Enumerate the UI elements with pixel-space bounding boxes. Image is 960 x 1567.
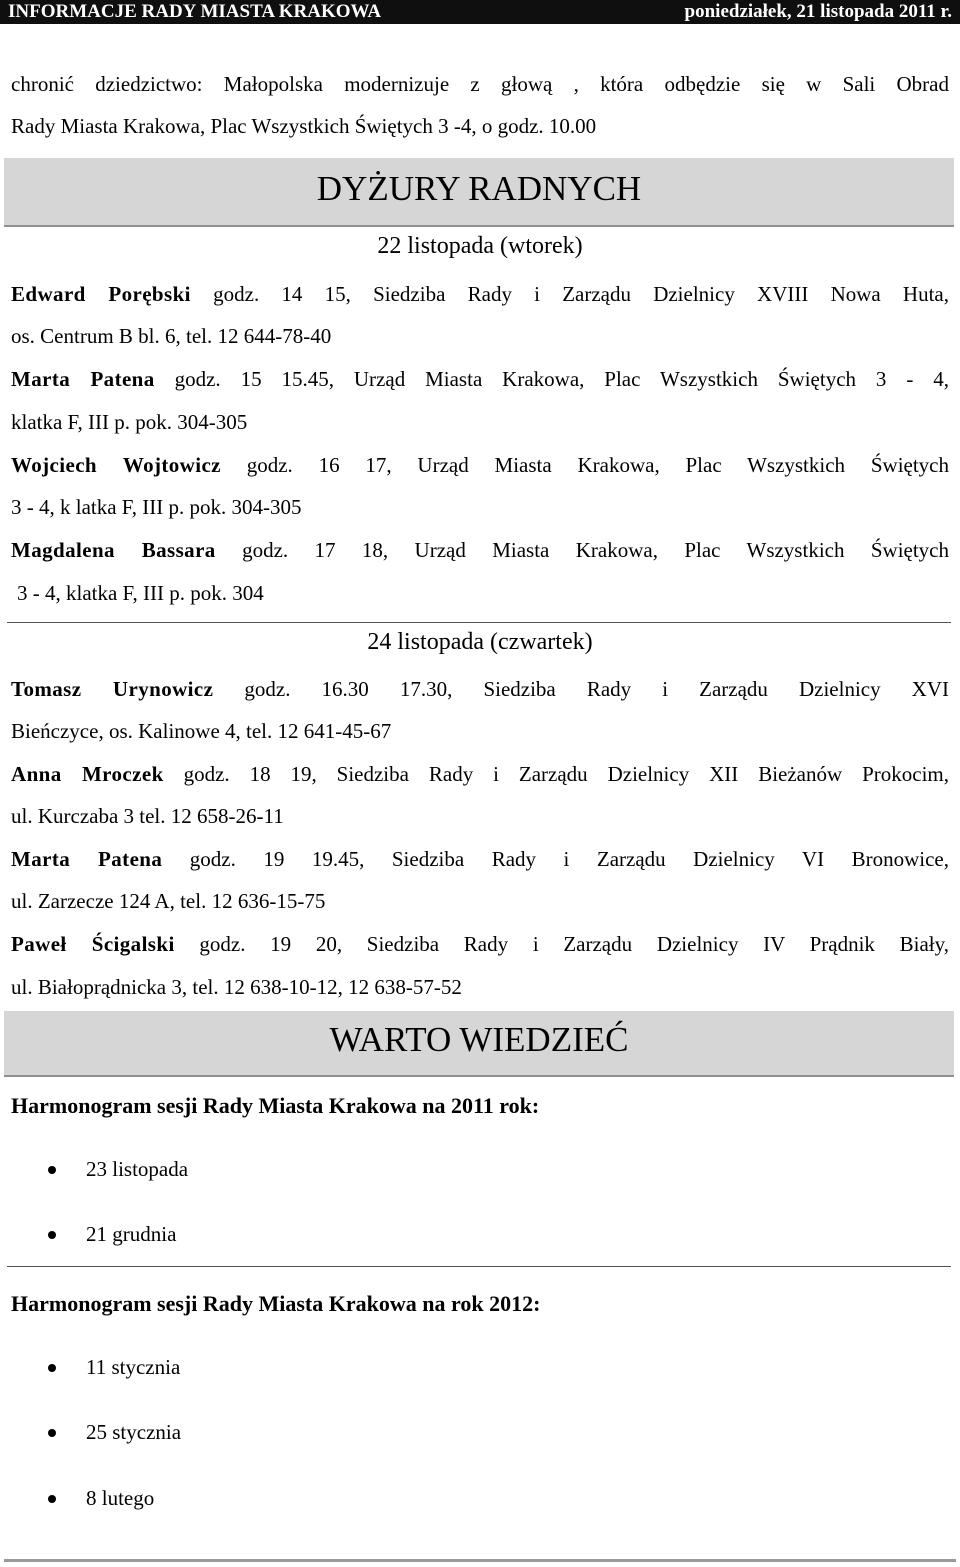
bullet-icon — [48, 1166, 56, 1174]
schedule-2012-item: 8 lutego — [86, 1486, 155, 1510]
schedule-2011-item: 21 grudnia — [86, 1222, 177, 1246]
councillor-name: Magdalena Bassara — [11, 538, 216, 562]
duty-entry-7-line-2: ul. Zarzecze 124 A, tel. 12 636-15-75 — [11, 889, 326, 913]
councillor-name: Anna Mroczek — [11, 762, 164, 786]
entry-details: godz. 18 19, Siedziba Rady i Zarządu Dzielnicy XII Bieżanów Prokocim, — [183, 762, 949, 786]
duty-entry-2-line-2: klatka F, III p. pok. 304-305 — [11, 410, 248, 434]
section-duty-title: DYŻURY RADNYCH — [4, 158, 954, 227]
header-publication-title: INFORMACJE RADY MIASTA KRAKOWA — [8, 1, 382, 22]
duty-entry-3-line-2: 3 - 4, k latka F, III p. pok. 304-305 — [11, 495, 302, 519]
councillor-name: Marta Patena — [11, 847, 163, 871]
duty-entry-8-line-1 — [11, 934, 949, 955]
divider — [7, 622, 951, 623]
duty-entry-6-line-1 — [11, 764, 949, 785]
councillor-name: Wojciech Wojtowicz — [11, 453, 221, 477]
section-info-title: WARTO WIEDZIEĆ — [4, 1011, 954, 1077]
councillor-name: Marta Patena — [11, 367, 155, 391]
councillor-name: Tomasz Urynowicz — [11, 677, 214, 701]
schedule-2011-heading: Harmonogram sesji Rady Miasta Krakowa na 2011 rok: — [11, 1093, 540, 1118]
councillor-name: Paweł Ścigalski — [11, 932, 175, 956]
day1-heading: 22 listopada (wtorek) — [377, 233, 583, 259]
entry-details: godz. 19 19.45, Siedziba Rady i Zarządu Dzielnicy VI Bronowice, — [189, 847, 949, 871]
schedule-2011-item: 23 listopada — [86, 1157, 189, 1181]
intro-line-2: Rady Miasta Krakowa, Plac Wszystkich Świętych 3 -4, o godz. 10.00 — [11, 114, 597, 138]
bullet-icon — [48, 1364, 56, 1372]
duty-entry-5-line-1 — [11, 679, 949, 700]
entry-details: godz. 16 17, Urząd Miasta Krakowa, Plac Wszystkich Świętych — [246, 453, 950, 477]
duty-entry-8-line-2: ul. Białoprądnicka 3, tel. 12 638-10-12, 12 638-57-52 — [11, 975, 462, 999]
duty-entry-4-line-2: 3 - 4, klatka F, III p. pok. 304 — [17, 581, 264, 605]
entry-details: godz. 17 18, Urząd Miasta Krakowa, Plac Wszystkich Świętych — [242, 538, 950, 562]
entry-details: godz. 19 20, Siedziba Rady i Zarządu Dzielnicy IV Prądnik Biały, — [199, 932, 950, 956]
header-date: poniedziałek, 21 listopada 2011 r. — [684, 1, 952, 22]
bullet-icon — [48, 1495, 56, 1503]
schedule-2012-item: 11 stycznia — [86, 1355, 181, 1379]
bullet-icon — [48, 1231, 56, 1239]
councillor-name: Edward Porębski — [11, 282, 191, 306]
duty-entry-4-line-1 — [11, 540, 949, 561]
entry-details: godz. 14 15, Siedziba Rady i Zarządu Dzielnicy XVIII Nowa Huta, — [213, 282, 950, 306]
duty-entry-7-line-1 — [11, 849, 949, 870]
schedule-2012-item: 25 stycznia — [86, 1420, 182, 1444]
intro-line-1: chronić dziedzictwo: Małopolska modernizuje z głową , która odbędzie się w Sali Obrad — [11, 72, 949, 96]
entry-details: godz. 15 15.45, Urząd Miasta Krakowa, Plac Wszystkich Świętych 3 - 4, — [174, 367, 949, 391]
duty-entry-5-line-2: Bieńczyce, os. Kalinowe 4, tel. 12 641-45-67 — [11, 719, 392, 743]
footer-rule — [4, 1559, 956, 1562]
duty-entry-1-line-1 — [11, 284, 949, 305]
page-header — [0, 0, 960, 24]
duty-entry-6-line-2: ul. Kurczaba 3 tel. 12 658-26-11 — [11, 804, 284, 828]
duty-entry-1-line-2: os. Centrum B bl. 6, tel. 12 644-78-40 — [11, 324, 332, 348]
schedule-2012-heading: Harmonogram sesji Rady Miasta Krakowa na rok 2012: — [11, 1291, 541, 1316]
duty-entry-2-line-1 — [11, 369, 949, 390]
divider — [7, 1266, 951, 1267]
entry-details: godz. 16.30 17.30, Siedziba Rady i Zarządu Dzielnicy XVI — [244, 677, 949, 701]
duty-entry-3-line-1 — [11, 455, 949, 476]
day2-heading: 24 listopada (czwartek) — [367, 629, 593, 655]
bullet-icon — [48, 1429, 56, 1437]
